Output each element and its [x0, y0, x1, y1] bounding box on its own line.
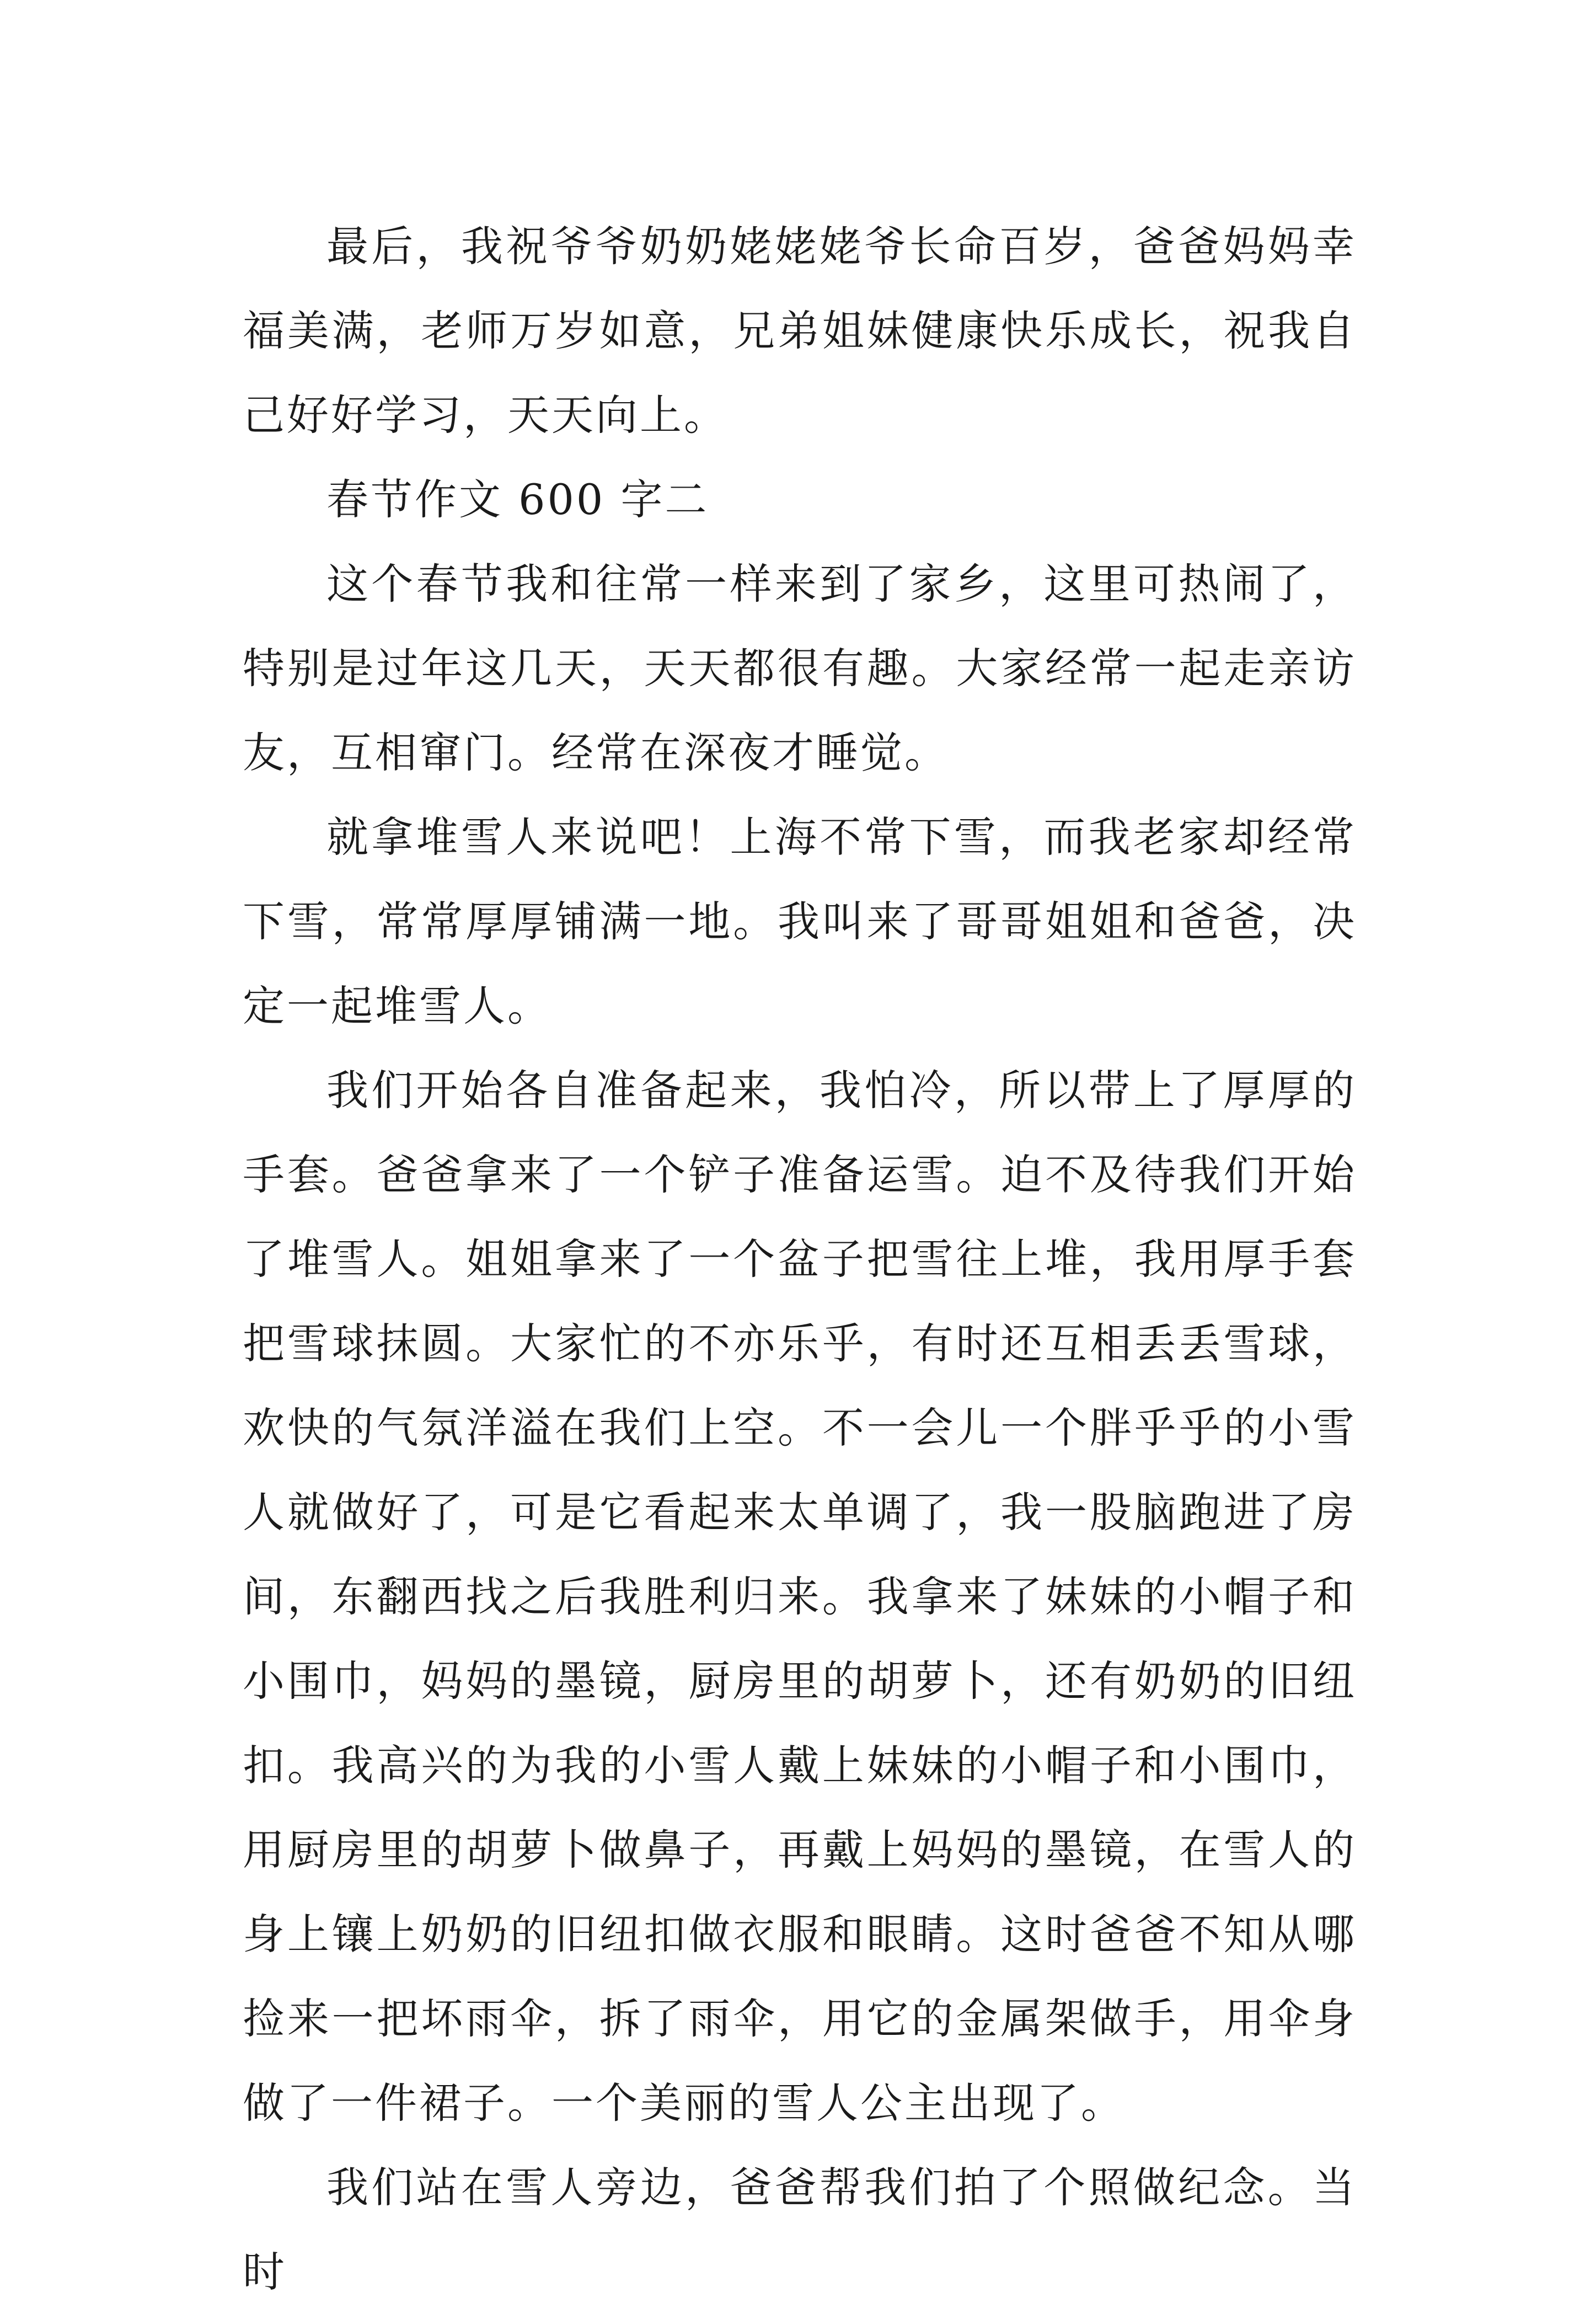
paragraph-photo: 我们站在雪人旁边，爸爸帮我们拍了个照做纪念。当时: [243, 2163, 1357, 2296]
paragraph-hometown: 这个春节我和往常一样来到了家乡，这里可热闹了，特别是过年这几天，天天都很有趣。大家经常一起走亲访友，互相窜门。经常在深夜才睡觉。: [243, 559, 1357, 777]
essay-heading: 春节作文 600 字二: [326, 475, 709, 524]
paragraph-closing-wishes: 最后，我祝爷爷奶奶姥姥姥爷长命百岁，爸爸妈妈幸福美满，老师万岁如意，兄弟姐妹健康快乐成长，祝我自己好好学习，天天向上。: [243, 222, 1357, 440]
document-body: [243, 204, 1357, 2314]
paragraph-building-snowman: 我们开始各自准备起来，我怕冷，所以带上了厚厚的手套。爸爸拿来了一个铲子准备运雪。迫不及待我们开始了堆雪人。姐姐拿来了一个盆子把雪往上堆，我用厚手套把雪球抹圆。大家忙的不亦乐乎，有时还互相丢丢雪球，欢快的气氛洋溢在我们上空。不一会儿一个胖乎乎的小雪人就做好了，可是它看起来太单调了，我一股脑跑进了房间，东翻西找之后我胜利归来。我拿来了妹妹的小帽子和小围巾，妈妈的墨镜，厨房里的胡萝卜，还有奶奶的旧纽扣。我高兴的为我的小雪人戴上妹妹的小帽子和小围巾，用厨房里的胡萝卜做鼻子，再戴上妈妈的墨镜，在雪人的身上镶上奶奶的旧纽扣做衣服和眼睛。这时爸爸不知从哪捡来一把坏雨伞，拆了雨伞，用它的金属架做手，用伞身做了一件裙子。一个美丽的雪人公主出现了。: [243, 1066, 1357, 2128]
paragraph-snowman-intro: 就拿堆雪人来说吧！上海不常下雪，而我老家却经常下雪，常常厚厚铺满一地。我叫来了哥哥姐姐和爸爸，决定一起堆雪人。: [243, 813, 1357, 1030]
